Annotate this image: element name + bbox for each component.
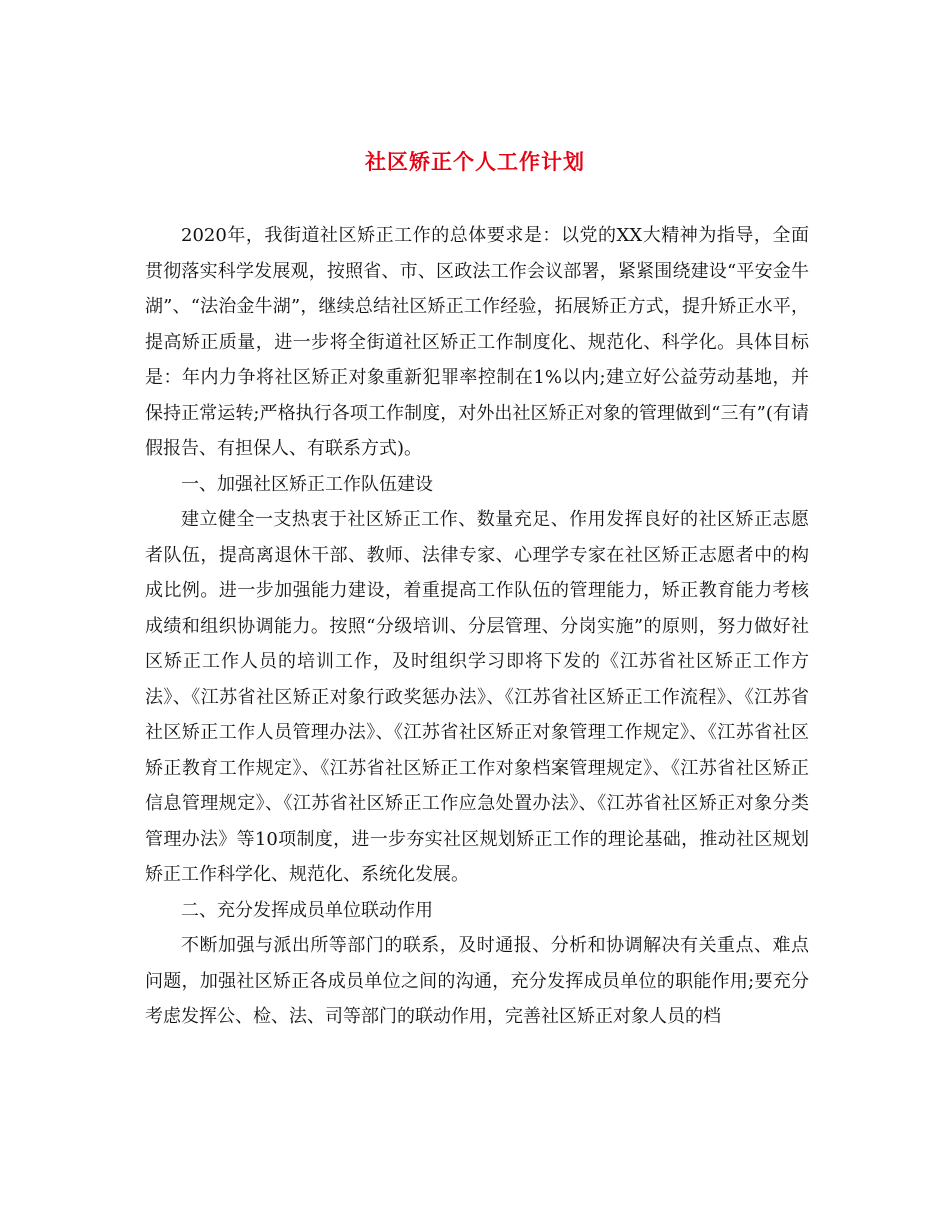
section-heading-1: 一、加强社区矫正工作队伍建设 bbox=[181, 473, 433, 495]
document-body bbox=[145, 218, 809, 1035]
section-1-paragraph: 建立健全一支热衷于社区矫正工作、数量充足、作用发挥良好的社区矫正志愿者队伍，提高离退休干部、教师、法律专家、心理学专家在社区矫正志愿者中的构成比例。进一步加强能力建设，着重提高工作队伍的管理能力，矫正教育能力考核成绩和组织协调能力。按照“分级培训、分层管理、分岗实施”的原则，努力做好社区矫正工作人员的培训工作，及时组织学习即将下发的《江苏省社区矫正工作方法》、《江苏省社区矫正对象行政奖惩办法》、《江苏省社区矫正工作流程》、《江苏省社区矫正工作人员管理办法》、《江苏省社区矫正对象管理工作规定》、《江苏省社区矫正教育工作规定》、《江苏省社区矫正工作对象档案管理规定》、《江苏省社区矫正信息管理规定》、《江苏省社区矫正工作应急处置办法》、《江苏省社区矫正对象分类管理办法》等10项制度，进一步夯实社区规划矫正工作的理论基础，推动社区规划矫正工作科学化、规范化、系统化发展。 bbox=[145, 509, 809, 885]
section-heading-2: 二、充分发挥成员单位联动作用 bbox=[181, 899, 433, 921]
document-title: 社区矫正个人工作计划 bbox=[365, 149, 585, 175]
section-2-paragraph: 不断加强与派出所等部门的联系，及时通报、分析和协调解决有关重点、难点问题，加强社区矫正各成员单位之间的沟通，充分发挥成员单位的职能作用;要充分考虑发挥公、检、法、司等部门的联动作用，完善社区矫正对象人员的档 bbox=[145, 935, 809, 1027]
intro-paragraph: 2020年，我街道社区矫正工作的总体要求是：以党的XX大精神为指导，全面贯彻落实科学发展观，按照省、市、区政法工作会议部署，紧紧围绕建设“平安金牛湖”、“法治金牛湖”，继续总结社区矫正工作经验，拓展矫正方式，提升矫正水平，提高矫正质量，进一步将全街道社区矫正工作制度化、规范化、科学化。具体目标是：年内力争将社区矫正对象重新犯罪率控制在1%以内;建立好公益劳动基地，并保持正常运转;严格执行各项工作制度，对外出社区矫正对象的管理做到“三有”(有请假报告、有担保人、有联系方式)。 bbox=[145, 225, 809, 459]
